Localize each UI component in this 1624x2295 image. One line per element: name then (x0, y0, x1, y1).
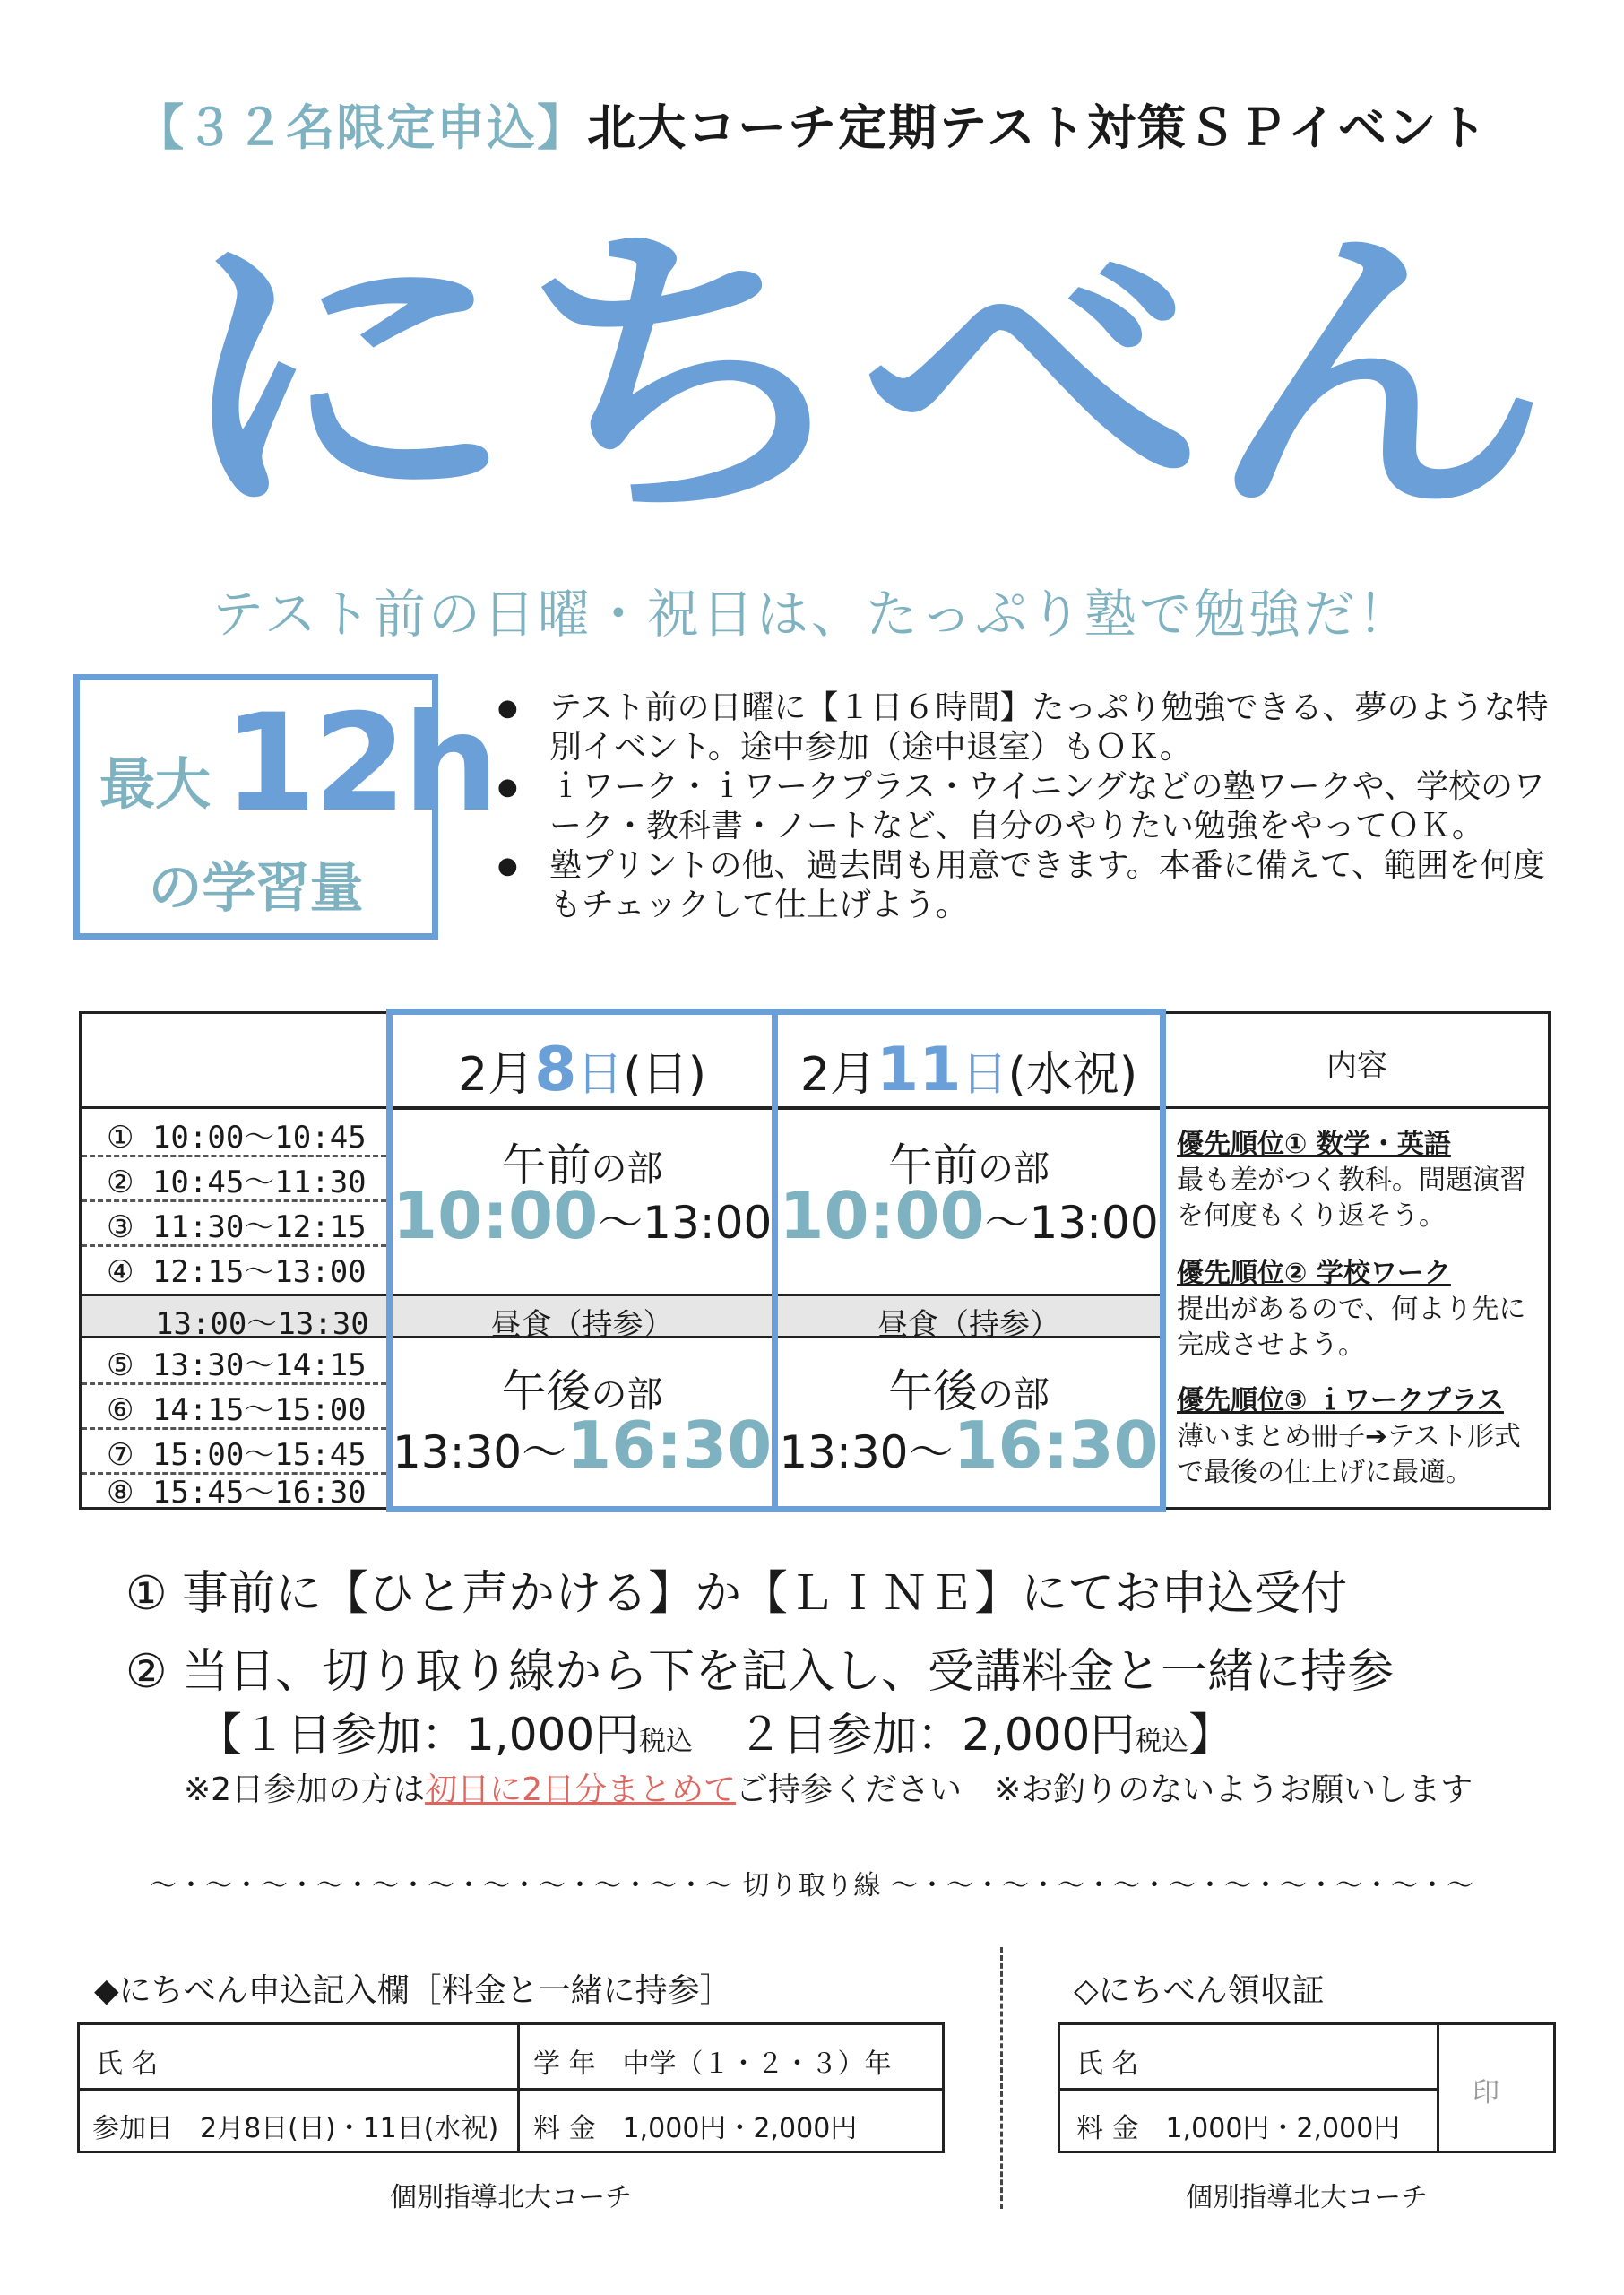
am-session-label: 午前の部 (501, 1139, 663, 1191)
date-column-feb-11 (772, 1009, 1166, 1512)
header-main: 北大コーチ定期テスト対策ＳＰイベント (587, 100, 1489, 156)
lunch-label: 昼食（持参） (877, 1307, 1060, 1343)
receipt-name-field[interactable]: 氏 名 (1076, 2048, 1139, 2080)
step-1: ① 事前に【ひと声かける】か【ＬＩＮＥ】にてお申込受付 (125, 1567, 1348, 1621)
am-session-time: 10:00〜13:00 (779, 1178, 1159, 1253)
receipt-fee-field: 料 金 1,000円・2,000円 (1076, 2113, 1401, 2144)
event-header (0, 90, 1624, 159)
pm-session-label: 午後の部 (501, 1365, 663, 1417)
date-header: 2月11日(水祝) (799, 1035, 1138, 1105)
form-divider (1000, 1947, 1003, 2209)
max-study-box (73, 674, 496, 940)
period-7: ⑦ 15:00〜15:45 (107, 1437, 367, 1473)
pm-session-label: 午後の部 (888, 1365, 1050, 1417)
lunch-label: 昼食（持参） (490, 1307, 674, 1343)
period-4: ④ 12:15〜13:00 (107, 1254, 367, 1290)
priority-1: 優先順位① 数学・英語 最も差がつく教科。問題演習を何度もくり返そう。 (1177, 1129, 1526, 1232)
priority-3: 優先順位③ ｉワークプラス 薄いまとめ冊子➔テスト形式で最後の仕上げに最適。 (1177, 1385, 1521, 1488)
stamp-mark: 印 (1473, 2077, 1499, 2109)
period-6: ⑥ 14:15〜15:00 (107, 1392, 367, 1428)
name-field[interactable]: 氏 名 (96, 2048, 159, 2080)
schedule-table (79, 1011, 1551, 1510)
feature-list (497, 688, 1573, 925)
feature-item: ● テスト前の日曜に【１日６時間】たっぷり勉強できる、夢のような特別イベント。途中参加（途中退室）もＯＫ。 (497, 688, 1573, 767)
am-session-label: 午前の部 (888, 1139, 1050, 1191)
application-form-footer: 個別指導北大コーチ (390, 2182, 632, 2213)
max-prefix: 最大 (99, 751, 212, 817)
big-title-text: にちべん (170, 198, 1551, 538)
period-2: ② 10:45〜11:30 (107, 1165, 367, 1200)
big-title (170, 179, 1559, 538)
subtitle: テスト前の日曜・祝日は、たっぷり塾で勉強だ！ (212, 584, 1412, 645)
priority-2: 優先順位② 学校ワーク 提出があるので、何より先に完成させよう。 (1177, 1258, 1526, 1361)
header-tag: 【３２名限定申込】 (135, 100, 588, 156)
am-session-time: 10:00〜13:00 (393, 1178, 773, 1253)
step-2: ② 当日、切り取り線から下を記入し、受講料金と一緒に持参 (125, 1645, 1395, 1699)
receipt-form (1058, 2022, 1556, 2153)
price-info: 【１日参加：1,000円税込 ２日参加：2,000円税込】 (197, 1709, 1234, 1761)
max-suffix: の学習量 (148, 857, 364, 920)
receipt-footer: 個別指導北大コーチ (1186, 2182, 1428, 2213)
cut-line: 〜・〜・〜・〜・〜・〜・〜・〜・〜・〜・〜 切り取り線 〜・〜・〜・〜・〜・〜・〜・〜・〜・〜・〜 (149, 1870, 1475, 1901)
application-form (77, 2022, 945, 2153)
date-field: 参加日 2月8日(日)・11日(水祝) (92, 2113, 499, 2144)
period-5: ⑤ 13:30〜14:15 (107, 1347, 367, 1383)
content-header: 内容 (1326, 1048, 1387, 1084)
feature-item: ● ｉワーク・ｉワークプラス・ウイニングなどの塾ワークや、学校のワーク・教科書・ノートなど、自分のやりたい勉強をやってＯＫ。 (497, 767, 1573, 846)
max-hours: 12h (223, 686, 496, 842)
payment-note: ※2日参加の方は初日に2日分まとめてご持参ください ※お釣りのないようお願いします (184, 1771, 1473, 1808)
application-form-title: ◆にちべん申込記入欄［料金と一緒に持参］ (94, 1972, 732, 2009)
lunch-period: 13:00〜13:30 (155, 1306, 369, 1342)
date-column-feb-8 (386, 1009, 778, 1512)
pm-session-time: 13:30〜16:30 (779, 1407, 1159, 1483)
feature-item: ● 塾プリントの他、過去問も用意できます。本番に備えて、範囲を何度もチェックして仕上げよう。 (497, 846, 1573, 925)
period-1: ① 10:00〜10:45 (107, 1120, 367, 1156)
period-8: ⑧ 15:45〜16:30 (107, 1475, 367, 1511)
pm-session-time: 13:30〜16:30 (393, 1407, 773, 1483)
grade-field[interactable]: 学 年 中学（１・２・３）年 (533, 2048, 892, 2080)
receipt-title: ◇にちべん領収証 (1074, 1972, 1325, 2009)
period-3: ③ 11:30〜12:15 (107, 1209, 367, 1245)
date-header: 2月8日(日) (457, 1035, 706, 1105)
fee-field: 料 金 1,000円・2,000円 (533, 2113, 858, 2144)
